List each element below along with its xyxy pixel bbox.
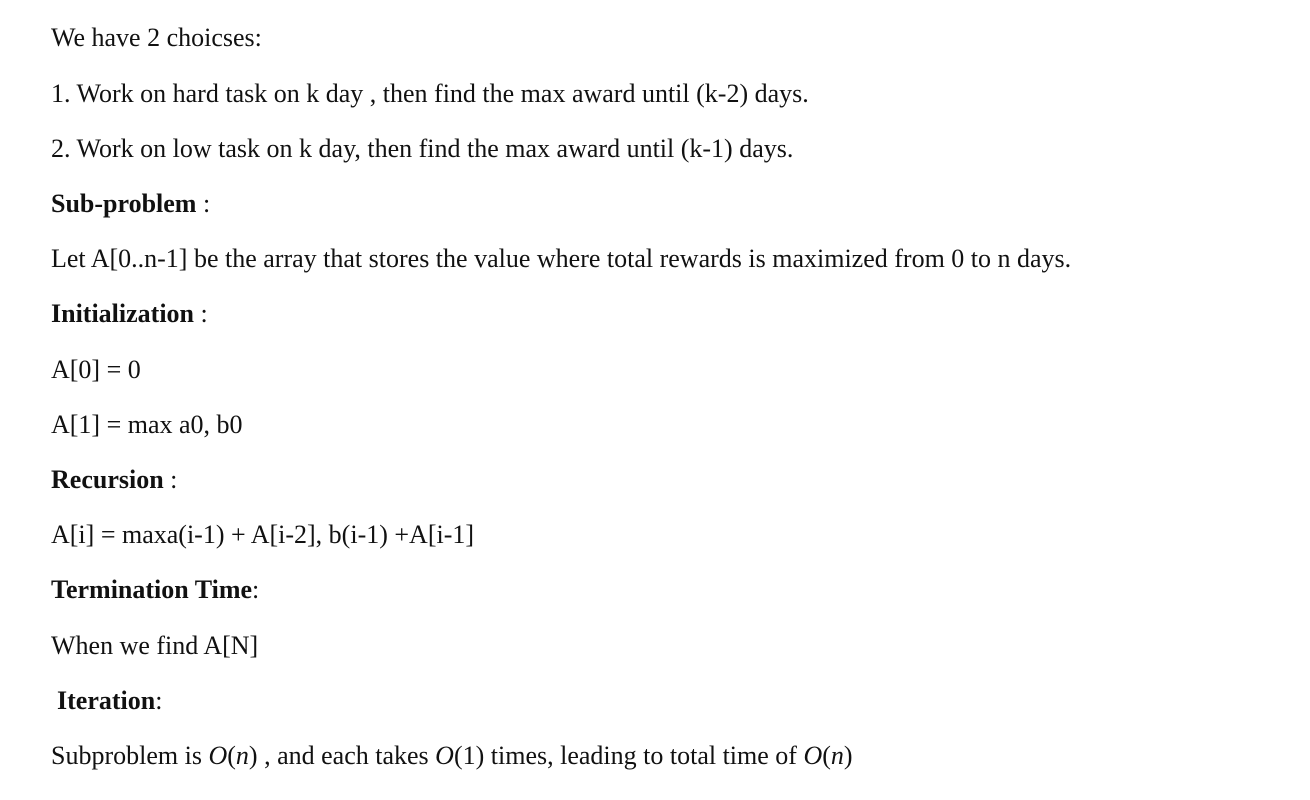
big-o-n-1 — [208, 741, 257, 770]
termination-separator: : — [252, 575, 260, 604]
subproblem-text: Let A[0..n-1] be the array that stores the value where total rewards is maximized from 0 to n days. — [51, 244, 1072, 273]
subproblem-heading-line — [51, 191, 210, 217]
iteration-text-part-1: Subproblem is — [51, 741, 209, 770]
big-o-arg-3: n — [830, 741, 844, 770]
paren-open-2: ( — [453, 741, 463, 770]
initialization-separator: : — [194, 299, 208, 328]
paren-open-1: ( — [227, 741, 236, 770]
initialization-heading: Initialization — [51, 299, 195, 328]
big-o-arg-2: 1 — [462, 741, 476, 770]
termination-text: When we find A[N] — [51, 631, 259, 660]
big-o-symbol-3: O — [803, 741, 823, 770]
initialization-line-1: A[0] = 0 — [51, 355, 141, 384]
choice-1-text: 1. Work on hard task on k day , then find the max award until (k-2) days. — [51, 79, 809, 108]
termination-heading: Termination Time — [51, 575, 253, 604]
recursion-text: A[i] = maxa(i-1) + A[i-2], b(i-1) +A[i-1] — [51, 520, 475, 549]
paren-close-2: ) — [475, 741, 485, 770]
subproblem-heading: Sub-problem — [51, 189, 197, 218]
iteration-text — [51, 743, 853, 769]
intro-text: We have 2 choicses: — [51, 23, 262, 52]
initialization-line-2: A[1] = max a0, b0 — [51, 410, 243, 439]
paren-close-1: ) — [248, 741, 258, 770]
iteration-separator: : — [155, 686, 163, 715]
iteration-heading-line — [57, 688, 162, 714]
subproblem-separator: : — [196, 189, 211, 218]
recursion-heading-line — [51, 467, 177, 493]
big-o-symbol-2: O — [435, 741, 454, 770]
big-o-arg-1: n — [235, 741, 249, 770]
big-o-n-2 — [803, 741, 852, 770]
paren-open-3: ( — [822, 741, 831, 770]
big-o-symbol-1: O — [208, 741, 228, 770]
iteration-heading: Iteration — [57, 686, 156, 715]
initialization-heading-line — [51, 301, 208, 327]
paren-close-3: ) — [843, 741, 853, 770]
recursion-heading: Recursion — [51, 465, 164, 494]
iteration-text-part-3: times, leading to total time of — [484, 741, 804, 770]
big-o-1 — [435, 741, 484, 770]
recursion-separator: : — [163, 465, 178, 494]
choice-2-text: 2. Work on low task on k day, then find the max award until (k-1) days. — [51, 134, 794, 163]
iteration-text-part-2: , and each takes — [257, 741, 436, 770]
termination-heading-line — [51, 577, 259, 603]
